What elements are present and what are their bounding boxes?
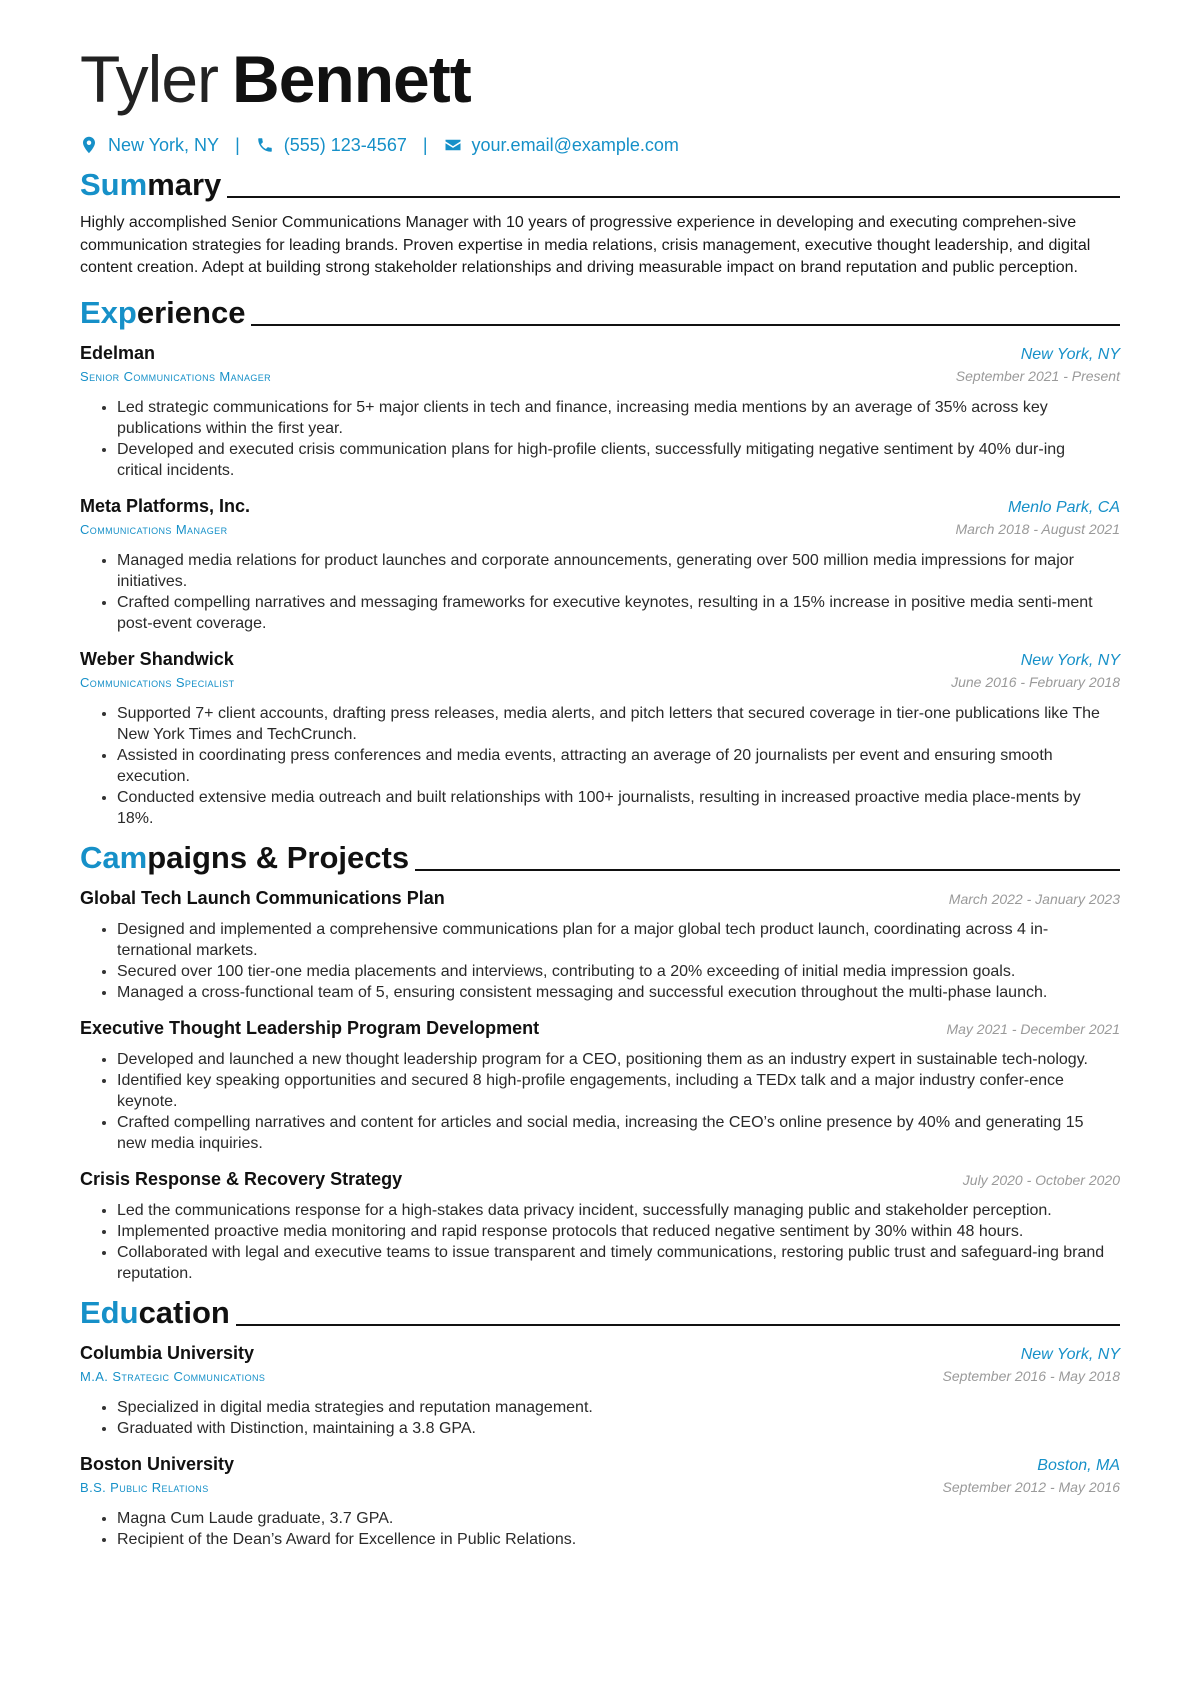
education-heading-accent: Edu [80, 1294, 139, 1330]
bullet-item: • Crafted compelling narratives and messaging frameworks for executive keynotes, resulting in a 15% increase in positive media senti-ment post-event coverage. [117, 592, 1120, 634]
bullet-item: • Collaborated with legal and executive teams to issue transparent and timely communications, restoring public trust and safeguard-ing brand reputation. [117, 1242, 1120, 1284]
section-rule [236, 1324, 1120, 1326]
section-rule [415, 869, 1120, 871]
experience-heading [80, 294, 1120, 330]
bullet-list [80, 703, 1120, 829]
project-name: Global Tech Launch Communications Plan [80, 887, 445, 908]
bullet-list [80, 550, 1120, 634]
project-name: Executive Thought Leadership Program Development [80, 1017, 540, 1038]
projects-heading [80, 839, 1120, 875]
first-name: Tyler [80, 42, 219, 116]
summary-text: Highly accomplished Senior Communications Manager with 10 years of progressive experience in developing and executing comprehen-sive communication strategies for leading brands. Proven expertise in media relations, crisis management, executive thought leadership, and digital content creation. Adept at building strong stakeholder relationships and driving measurable impact on brand reputation and public perception. [80, 214, 1091, 276]
education-dates: September 2012 - May 2016 [942, 1478, 1120, 1495]
contact-bar [80, 132, 1120, 158]
envelope-icon [444, 136, 462, 154]
experience-entry [80, 648, 1120, 829]
job-role: Senior Communications Manager [80, 368, 272, 384]
experience-entry [80, 495, 1120, 634]
contact-separator: | [422, 134, 428, 155]
bullet-item: • Designed and implemented a comprehensive communications plan for a major global tech product launch, coordinating across 4 in-ternational markets. [117, 919, 1120, 961]
contact-phone[interactable] [256, 135, 407, 156]
job-role: Communications Specialist [80, 674, 235, 690]
education-entry [80, 1342, 1120, 1439]
bullet-item: • Crafted compelling narratives and content for articles and social media, increasing the CEO’s online presence by 40% and generating 15 new media inquiries. [117, 1112, 1120, 1154]
summary-heading-accent: Sum [80, 167, 148, 202]
project-dates: May 2021 - December 2021 [946, 1020, 1120, 1037]
project-entry [80, 1017, 1120, 1154]
full-name [80, 40, 1120, 118]
map-pin-icon [80, 136, 98, 154]
summary-heading-rest: mary [147, 167, 222, 202]
project-entry [80, 1168, 1120, 1284]
education-entry [80, 1453, 1120, 1550]
company-name: Meta Platforms, Inc. [80, 495, 251, 516]
project-dates: July 2020 - October 2020 [962, 1171, 1120, 1188]
projects-heading-accent: Cam [80, 839, 148, 875]
experience-entry [80, 342, 1120, 481]
bullet-item: • Managed a cross-functional team of 5, ensuring consistent messaging and successful execution throughout the multi-phase launch. [117, 982, 1120, 1003]
job-dates: June 2016 - February 2018 [951, 673, 1120, 690]
bullet-list [80, 1397, 1120, 1439]
contact-separator: | [235, 134, 240, 155]
bullet-item: • Implemented proactive media monitoring and rapid response protocols that reduced negative sentiment by 30% within 48 hours. [117, 1221, 1120, 1242]
bullet-list [80, 1200, 1120, 1284]
bullet-item: • Managed media relations for product launches and corporate announcements, generating over 500 million media impressions for major initiatives. [117, 550, 1120, 592]
contact-email[interactable] [444, 135, 679, 156]
project-dates: March 2022 - January 2023 [948, 890, 1120, 907]
location-text: New York, NY [108, 134, 220, 155]
bullet-item: • Recipient of the Dean’s Award for Excellence in Public Relations. [117, 1529, 1120, 1550]
section-rule [251, 324, 1120, 326]
school-location: Boston, MA [1037, 1456, 1120, 1474]
bullet-list [80, 1049, 1120, 1154]
bullet-item: • Magna Cum Laude graduate, 3.7 GPA. [117, 1508, 1120, 1529]
last-name: Bennett [232, 42, 471, 116]
project-entry [80, 887, 1120, 1003]
job-dates: March 2018 - August 2021 [955, 520, 1120, 537]
school-name: Columbia University [80, 1342, 255, 1363]
projects-heading-rest: paigns & Projects [147, 839, 410, 875]
bullet-list [80, 1508, 1120, 1550]
phone-text: (555) 123-4567 [283, 134, 407, 155]
contact-location [80, 135, 219, 156]
bullet-item: • Identified key speaking opportunities and secured 8 high-profile engagements, including a TEDx talk and a major industry confer-ence keynote. [117, 1070, 1120, 1112]
job-location: New York, NY [1020, 651, 1120, 669]
resume-page [80, 40, 1120, 1550]
bullet-item: • Assisted in coordinating press conferences and media events, attracting an average of 20 journalists per event and ensuring smooth execution. [117, 745, 1120, 787]
phone-icon [256, 136, 274, 154]
experience-heading-accent: Exp [80, 294, 137, 330]
summary-heading [80, 166, 1120, 202]
job-dates: September 2021 - Present [955, 367, 1120, 384]
job-location: New York, NY [1020, 345, 1120, 363]
school-location: New York, NY [1020, 1345, 1120, 1363]
degree: B.S. Public Relations [80, 1479, 209, 1495]
education-heading [80, 1294, 1120, 1330]
bullet-item: • Supported 7+ client accounts, drafting press releases, media alerts, and pitch letters that secured coverage in tier-one publications like The New York Times and TechCrunch. [117, 703, 1120, 745]
email-link: your.email@example.com [471, 134, 679, 155]
job-role: Communications Manager [80, 521, 228, 537]
project-name: Crisis Response & Recovery Strategy [80, 1168, 403, 1189]
section-rule [227, 196, 1120, 198]
bullet-item: • Graduated with Distinction, maintaining a 3.8 GPA. [117, 1418, 1120, 1439]
bullet-list [80, 397, 1120, 481]
job-location: Menlo Park, CA [1007, 498, 1120, 516]
bullet-item: • Developed and executed crisis communication plans for high-profile clients, successfully mitigating negative sentiment by 40% dur-ing critical incidents. [117, 439, 1120, 481]
company-name: Edelman [80, 342, 156, 363]
school-name: Boston University [80, 1453, 235, 1474]
company-name: Weber Shandwick [80, 648, 234, 669]
bullet-item: • Developed and launched a new thought leadership program for a CEO, positioning them as an industry expert in sustainable tech-nology. [117, 1049, 1120, 1070]
bullet-item: • Conducted extensive media outreach and built relationships with 100+ journalists, resulting in increased proactive media place-ments by 18%. [117, 787, 1120, 829]
bullet-item: • Specialized in digital media strategies and reputation management. [117, 1397, 1120, 1418]
education-heading-rest: cation [138, 1294, 230, 1330]
education-dates: September 2016 - May 2018 [942, 1367, 1120, 1384]
experience-heading-rest: erience [136, 294, 246, 330]
degree: M.A. Strategic Communications [80, 1368, 266, 1384]
bullet-item: • Led strategic communications for 5+ major clients in tech and finance, increasing media mentions by an average of 35% across key publications within the first year. [117, 397, 1120, 439]
bullet-item: • Secured over 100 tier-one media placements and interviews, contributing to a 20% exceeding of initial media impression goals. [117, 961, 1120, 982]
bullet-item: • Led the communications response for a high-stakes data privacy incident, successfully managing public and stakeholder perception. [117, 1200, 1120, 1221]
bullet-list [80, 919, 1120, 1003]
